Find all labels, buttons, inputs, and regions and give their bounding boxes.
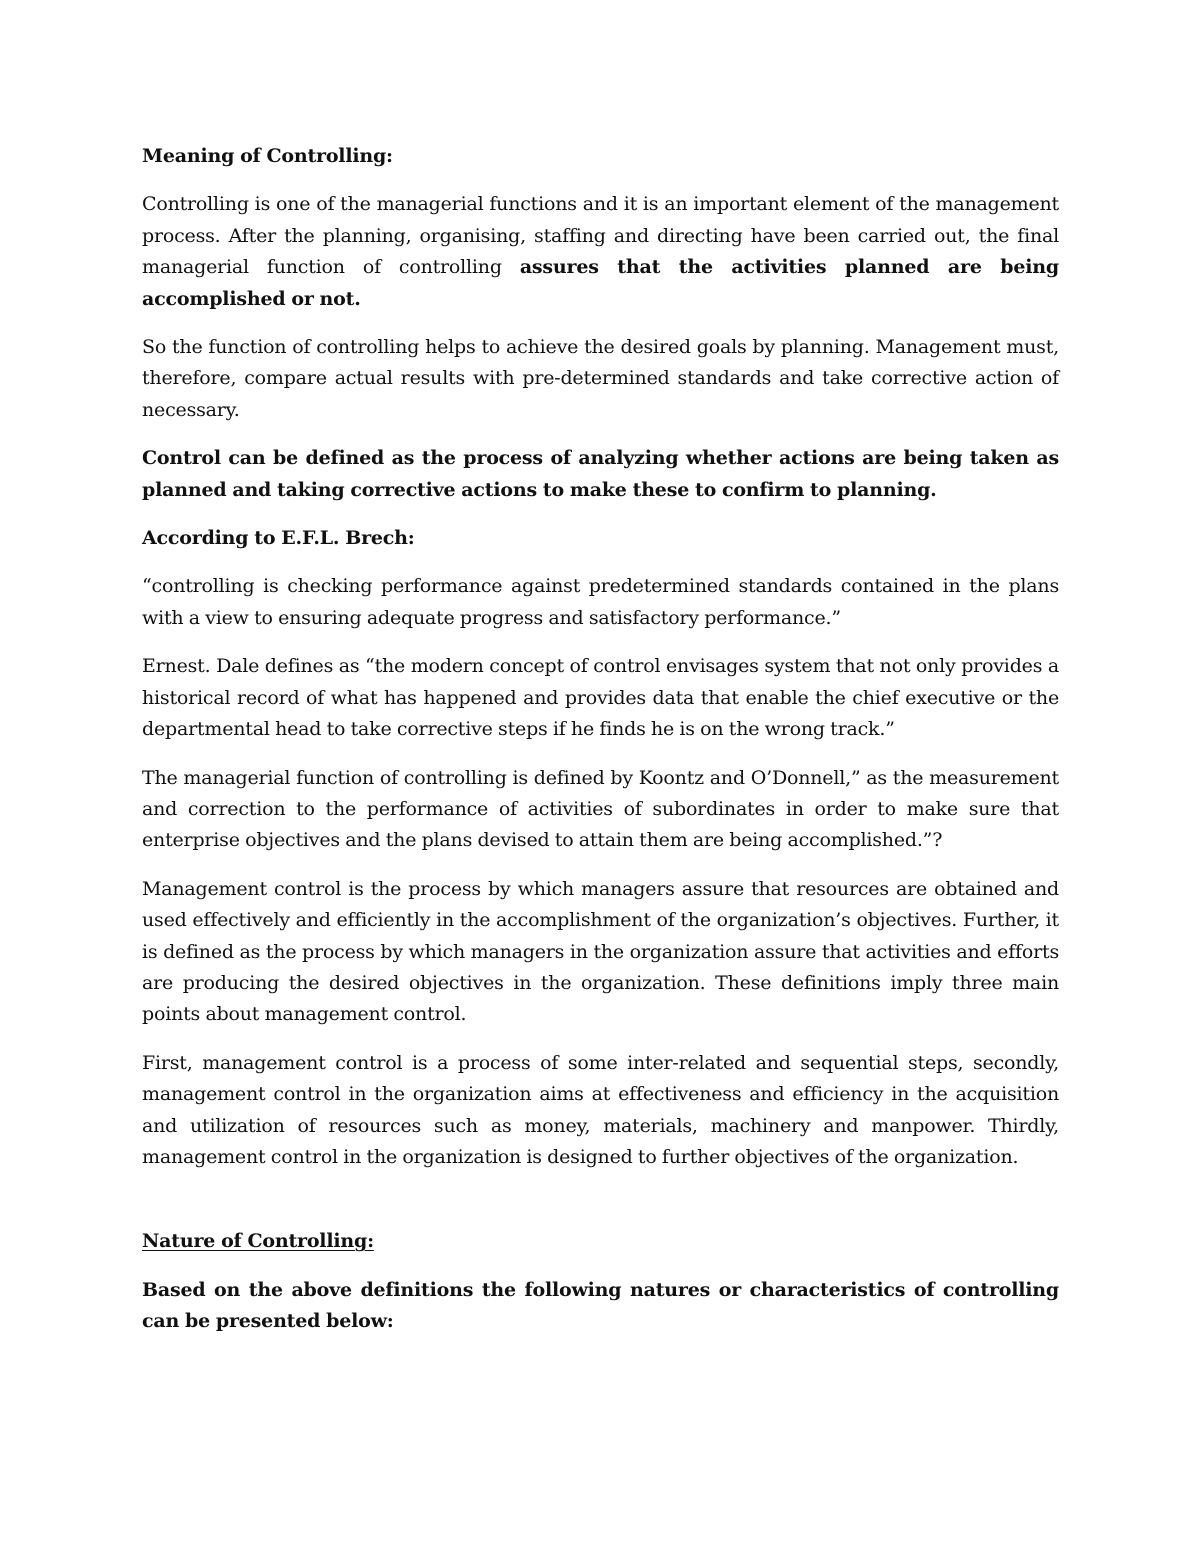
paragraph-dale-definition: Ernest. Dale defines as “the modern concept of control envisages system that not only provides a historical record of what has happened and provides data that enable the chief executive or the departmental head to take corrective steps if he finds he is on the wrong track.” [142,655,1059,741]
paragraph-nature-intro: Based on the above definitions the following natures or characteristics of controlling can be presented below: [142,1278,1059,1333]
paragraph-control-definition: Control can be defined as the process of analyzing whether actions are being taken as planned and taking corrective actions to make these to confirm to planning. [142,447,1059,501]
paragraph-function-of-controlling: So the function of controlling helps to achieve the desired goals by planning. Management must, therefore, compare actual results with pre-determined standards and take corrective action of necessary. [142,336,1059,421]
paragraph-management-control: Management control is the process by which managers assure that resources are obtained and used effectively and efficiently in the accomplishment of the organization’s objectives. Further, it is defined as the process by which managers in the organization assure that activities and efforts are producing the desired objectives in the organization. These definitions imply three main points about management control. [142,877,1059,1026]
paragraph-three-points: First, management control is a process of some inter-related and sequential steps, secondly, management control in the organization aims at effectiveness and efficiency in the acquisition and utilization of resources such as money, materials, machinery and manpower. Thirdly, management control in the organization is designed to further objectives of the organization. [142,1051,1059,1168]
paragraph-controlling-intro-text: Controlling is one of the managerial functions and it is an important element of the management process. After the planning, organising, staffing and directing have been carried out, the final managerial function of controlling [142,193,1059,279]
heading-nature-of-controlling: Nature of Controlling: [142,1230,374,1253]
paragraph-controlling-intro [142,189,1059,315]
paragraph-controlling-intro-emphasis: assures that the activities planned are being accomplished or not. [142,256,1059,310]
heading-according-to-brech: According to E.F.L. Brech: [142,527,415,550]
paragraph-brech-quote: “controlling is checking performance against predetermined standards contained in the plans with a view to ensuring adequate progress and satisfactory performance.” [142,575,1059,629]
heading-meaning-of-controlling: Meaning of Controlling: [142,145,393,167]
paragraph-koontz-definition: The managerial function of controlling is defined by Koontz and O’Donnell,” as the measurement and correction to the performance of activities of subordinates in order to make sure that enterprise objectives and the plans devised to attain them are being accomplished.”? [142,766,1059,852]
document-body [142,141,1059,1355]
